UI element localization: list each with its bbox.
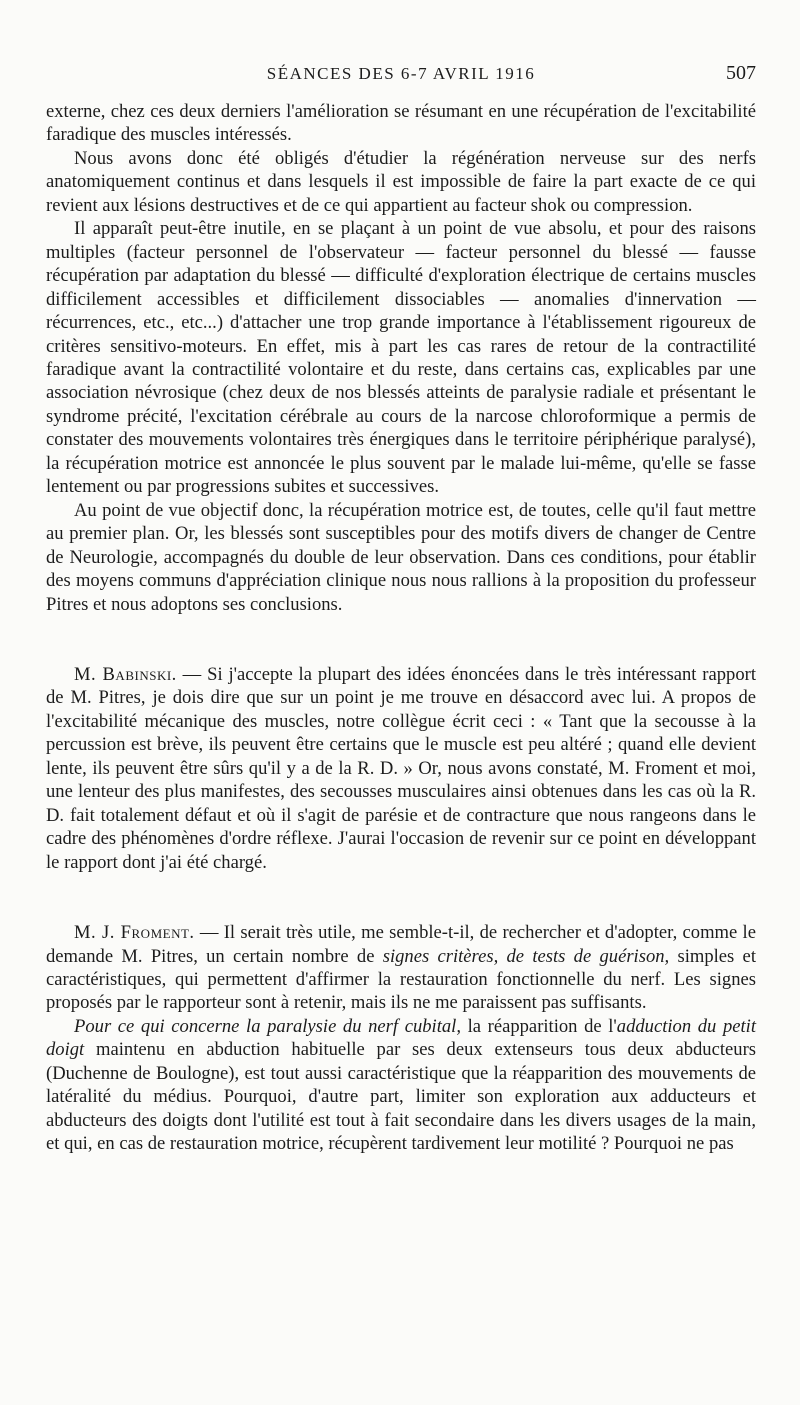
italic-text: adduction du petit doigt [46,1015,756,1061]
italic-text: Pour ce qui concerne la paralysie du nerf cubital, [74,1015,461,1037]
paragraph-babinski [46,663,756,874]
paragraph-regeneration: Nous avons donc été obligés d'étudier la régénération nerveuse sur des nerfs anatomiquement continus et dans lesquels il est impossible de faire la part exacte de ce qui revient aux lésions destructives et de ce qui appartient au facteur shok ou compression. [46,147,756,216]
froment-text: simples et caractéristiques, qui permettent d'affirmer la restauration fonctionnelle du nerf. Les signes proposés par le rapporteur sont à retenir, mais ils ne me paraissent pas suffisants. [46,945,756,1014]
paragraph-froment [46,921,756,1015]
speaker-name: M. J. Froment. [74,922,195,944]
froment-text: — Il serait très utile, me semble-t-il, de rechercher et d'adopter, comme le demande M. Pitres, un certain nombre de [46,922,756,967]
speaker-name: M. Babinski. [74,663,177,685]
page-header [46,56,756,90]
running-head: SÉANCES DES 6-7 AVRIL 1916 [266,64,536,83]
cubital-text: maintenu en abduction habituelle par ses deux extenseurs tous deux abducteurs (Duchenne de Boulogne), est tout aussi caractéristique que la réapparition des mouvements de latéralité du médius. Pourquoi, d'autre part, limiter son exploration aux adducteurs et abducteurs des doigts dont l'utilité est tout à fait secondaire dans les divers usages de la main, et qui, en cas de restauration motrice, récupèrent tardivement leur motilité ? Pourquoi ne pas [46,1039,756,1155]
paragraph-cubital [46,1015,756,1156]
paragraph-criteria: Il apparaît peut-être inutile, en se plaçant à un point de vue absolu, et pour des raisons multiples (facteur personnel de l'observateur — facteur personnel du blessé — fausse récupération par adaptation du blessé — difficulté d'exploration électrique de certains muscles difficilement accessibles et difficilement dissociables — anomalies d'innervation — récurrences, etc., etc...) d'attacher une trop grande importance à l'établissement rigoureux de critères sensitivo-moteurs. En effet, mis à part les cas rares de retour de la contractilité faradique avant la contractilité volontaire et du reste, dans certains cas, explicables par une association névrosique (chez deux de nos blessés atteints de paralysie radiale et présentant le syndrome précité, l'excitation cérébrale au cours de la narcose chloroformique a permis de constater des mouvements volontaires très énergiques dans le territoire périphérique paralysé), la récupération motrice est annoncée le plus souvent par le malade lui-même, qu'elle se fasse lentement ou par progressions subites et successives. [46,218,756,498]
paragraph-conclusion: Au point de vue objectif donc, la récupération motrice est, de toutes, celle qu'il faut mettre au premier plan. Or, les blessés sont susceptibles pour des motifs divers de changer de Centre de Neurologie, accompagnés du double de leur observation. Dans ces conditions, pour établir des moyens communs d'appréciation clinique nous nous rallions à la proposition du professeur Pitres et nous adoptons ses conclusions. [46,499,756,615]
italic-text: signes critères, de tests de guérison, [382,945,670,967]
paragraph-continued: externe, chez ces deux derniers l'amélioration se résumant en une récupération de l'excitabilité faradique des muscles intéressés. [46,101,756,146]
babinski-text: — Si j'accepte la plupart des idées énoncées dans le très intéressant rapport de M. Pitres, je dois dire que sur un point je me trouve en désaccord avec lui. A propos de l'excitabilité mécanique des muscles, notre collègue écrit ceci : « Tant que la secousse à la percussion est brève, ils peuvent être certains que le muscle est peu altéré ; quand elle devient lente, ils peuvent être sûrs qu'il y a de la R. D. » Or, nous avons constaté, M. Froment et moi, une lenteur des plus manifestes, des secousses musculaires ainsi obtenues dans les cas où la R. D. fait totalement défaut et où il s'agit de parésie et de contracture que nous rangeons dans le cadre des phénomènes d'ordre réflexe. J'aurai l'occasion de revenir sur ce point en développant le rapport dont j'ai été chargé. [46,663,756,873]
cubital-text: la réapparition de l' [461,1015,617,1037]
page-body [46,100,756,1156]
page-number: 507 [726,62,756,84]
